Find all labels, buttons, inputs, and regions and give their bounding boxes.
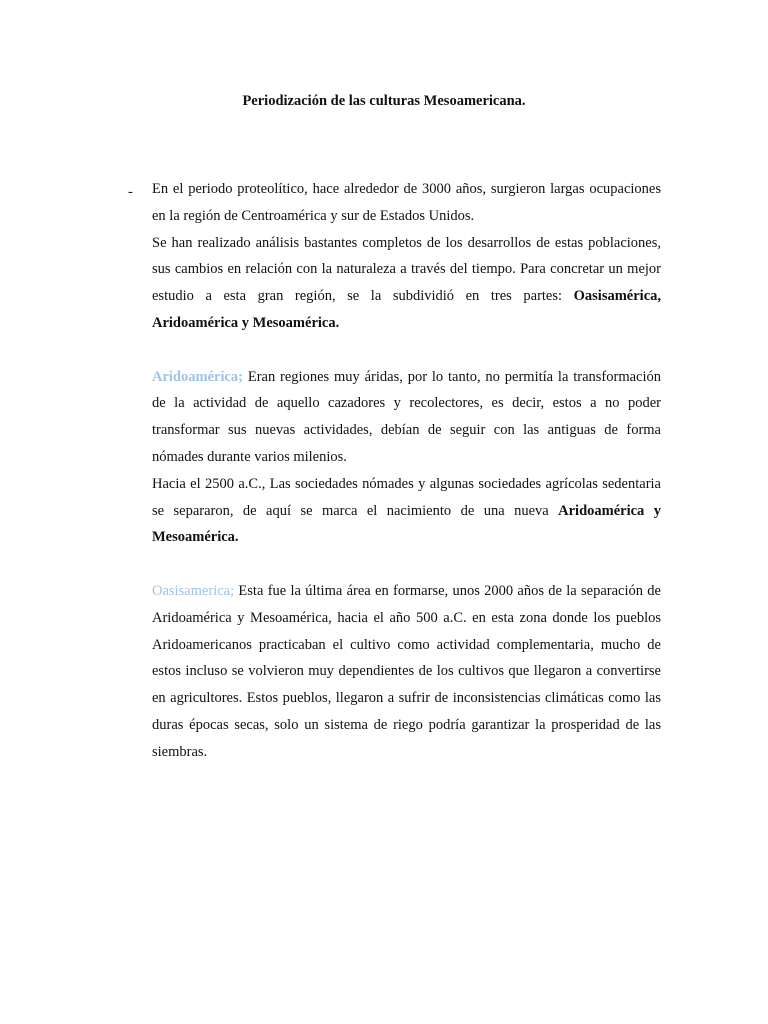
paragraph-spacer (152, 337, 661, 364)
aridoamerica-term: Aridoamérica; (152, 368, 243, 385)
oasisamerica-term: Oasisamerica; (152, 582, 235, 599)
intro-paragraph-1: En el periodo proteolítico, hace alrededor de 3000 años, surgieron largas ocupaciones en la región de Centroamérica y sur de Estados Unidos. (152, 181, 661, 224)
aridoamerica-bold-conclusion: Aridoamérica y Mesoamérica. (152, 502, 661, 546)
paragraph-spacer (152, 551, 661, 578)
intro-regions-list: Oasisamérica, Aridoamérica y Mesoamérica. (152, 288, 662, 331)
document-body (152, 176, 661, 766)
oasisamerica-paragraph (152, 578, 661, 766)
aridoamerica-text-1: Eran regiones muy áridas, por lo tanto, no permitía la transformación de la actividad de aquello cazadores y recolectores, es decir, estos a no poder transformar sus nuevas actividades, debían de seguir con las antiguas de forma nómades durante varios milenios. (152, 368, 661, 465)
aridoamerica-paragraph-1 (152, 364, 661, 471)
aridoamerica-text-2: Hacia el 2500 a.C., Las sociedades nómades y algunas sociedades agrícolas sedentaria se separaron, de aquí se marca el nacimiento de una nueva (152, 475, 661, 519)
intro-paragraph-2-text: Se han realizado análisis bastantes completos de los desarrollos de estas poblaciones, sus cambios en relación con la naturaleza a través del tiempo. Para concretar un mejor estudio a esta gran región, se la subdividió en tres partes: (152, 234, 661, 305)
bullet-dash: - (128, 184, 133, 200)
document-title: Periodización de las culturas Mesoamericana. (242, 93, 526, 109)
aridoamerica-paragraph-2 (152, 471, 661, 551)
oasisamerica-text: Esta fue la última área en formarse, unos 2000 años de la separación de Aridoamérica y Mesoamérica, hacia el año 500 a.C. en esta zona donde los pueblos Aridoamericanos practicaban el cultivo como actividad complementaria, mucho de estos incluso se volvieron muy dependientes de los cultivos que llegaron a convertirse en agricultores. Estos pueblos, llegaron a sufrir de inconsistencias climáticas como las duras épocas secas, solo un sistema de riego podría garantizar la prosperidad de las siembras. (152, 582, 661, 760)
intro-paragraph-2 (152, 230, 661, 337)
